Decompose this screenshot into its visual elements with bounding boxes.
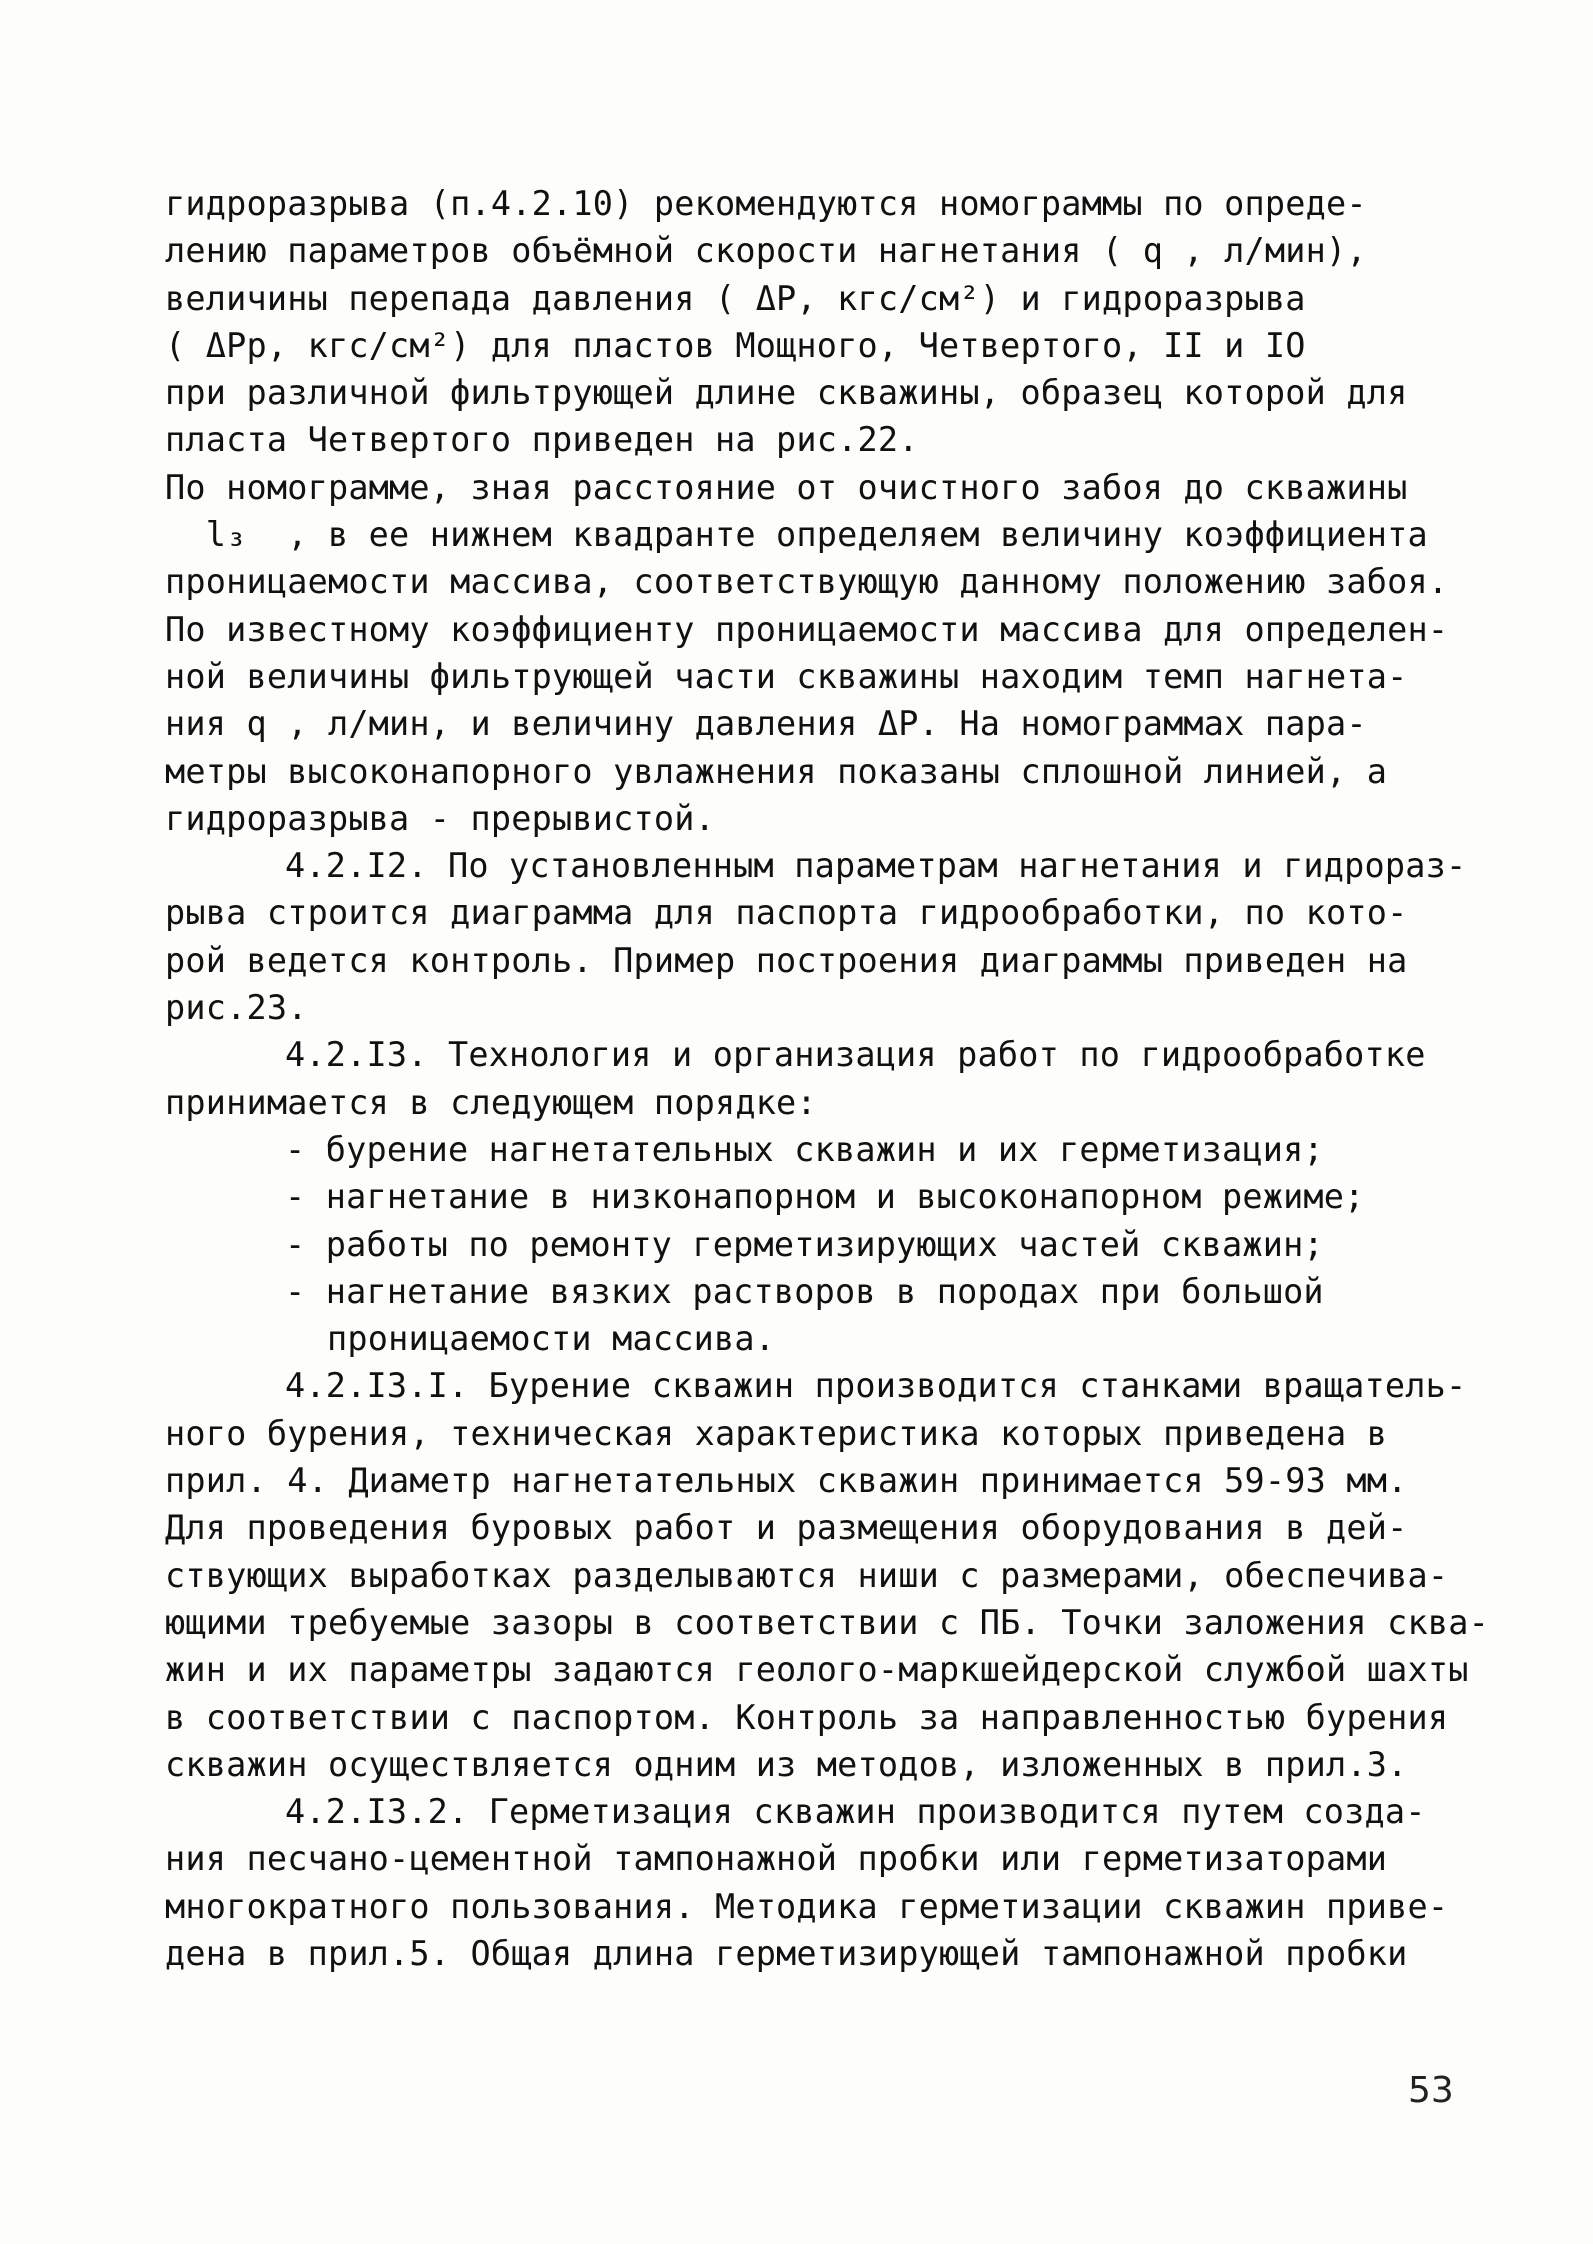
text-line: рыва строится диаграмма для паспорта гидрообработки, по кото-	[165, 893, 1408, 933]
text-line: ствующих выработках разделываются ниши с размерами, обеспечива-	[165, 1555, 1449, 1595]
text-line: скважин осуществляется одним из методов, изложенных в прил.3.	[165, 1744, 1408, 1784]
text-line: принимается в следующем порядке:	[165, 1082, 817, 1122]
section-heading-line: 4.2.I2. По установленным параметрам нагнетания и гидрораз-	[285, 846, 1467, 886]
text-line: ( ΔPр, кгс/см²) для пластов Мощного, Четвертого, II и IO	[165, 325, 1306, 365]
text-line: лению параметров объёмной скорости нагнетания ( q , л/мин),	[165, 231, 1367, 271]
text-line: По известному коэффициенту проницаемости массива для определен-	[165, 609, 1449, 649]
text-line: l₃ , в ее нижнем квадранте определяем величину коэффициента	[165, 515, 1428, 555]
text-line: проницаемости массива, соответствующую данному положению забоя.	[165, 562, 1449, 602]
text-line: По номограмме, зная расстояние от очистного забоя до скважины	[165, 467, 1408, 507]
list-item: - нагнетание вязких растворов в породах при большой	[285, 1271, 1324, 1311]
list-item-continuation: проницаемости массива.	[327, 1319, 776, 1359]
text-line: ния q , л/мин, и величину давления ΔP. На номограммах пара-	[165, 704, 1367, 744]
text-line: ной величины фильтрующей части скважины находим темп нагнета-	[165, 656, 1408, 696]
text-line: ния песчано-цементной тампонажной пробки или герметизаторами	[165, 1839, 1388, 1879]
text-line: величины перепада давления ( ΔP, кгс/см²) и гидроразрыва	[165, 278, 1306, 318]
section-heading-line: 4.2.I3.2. Герметизация скважин производится путем созда-	[285, 1792, 1426, 1832]
text-line: ного бурения, техническая характеристика которых приведена в	[165, 1413, 1388, 1453]
text-line: рис.23.	[165, 988, 308, 1028]
section-heading-line: 4.2.I3.I. Бурение скважин производится станками вращатель-	[285, 1366, 1467, 1406]
text-line: гидроразрыва (п.4.2.10) рекомендуются номограммы по опреде-	[165, 184, 1367, 223]
text-line: жин и их параметры задаются геолого-маркшейдерской службой шахты	[165, 1650, 1469, 1690]
text-line: при различной фильтрующей длине скважины, образец которой для	[165, 373, 1408, 413]
body-text	[165, 180, 1489, 1977]
list-item: - бурение нагнетательных скважин и их герметизация;	[285, 1129, 1324, 1169]
text-line: дена в прил.5. Общая длина герметизирующей тампонажной пробки	[165, 1933, 1408, 1973]
page-number: 53	[1408, 2070, 1454, 2111]
list-item: - работы по ремонту герметизирующих частей скважин;	[285, 1224, 1324, 1264]
text-line: ющими требуемые зазоры в соответствии с ПБ. Точки заложения сква-	[165, 1602, 1489, 1642]
text-line: гидроразрыва - прерывистой.	[165, 798, 715, 838]
text-line: рой ведется контроль. Пример построения диаграммы приведен на	[165, 940, 1408, 980]
text-line: в соответствии с паспортом. Контроль за направленностью бурения	[165, 1697, 1449, 1737]
text-line: пласта Четвертого приведен на рис.22.	[165, 420, 919, 460]
text-line: многократного пользования. Методика герметизации скважин приве-	[165, 1886, 1449, 1926]
text-line: метры высоконапорного увлажнения показаны сплошной линией, а	[165, 751, 1388, 791]
text-line: прил. 4. Диаметр нагнетательных скважин принимается 59-93 мм.	[165, 1461, 1408, 1501]
section-heading-line: 4.2.I3. Технология и организация работ по гидрообработке	[285, 1035, 1426, 1075]
text-line: Для проведения буровых работ и размещения оборудования в дей-	[165, 1508, 1408, 1548]
list-item: - нагнетание в низконапорном и высоконапорном режиме;	[285, 1177, 1365, 1217]
